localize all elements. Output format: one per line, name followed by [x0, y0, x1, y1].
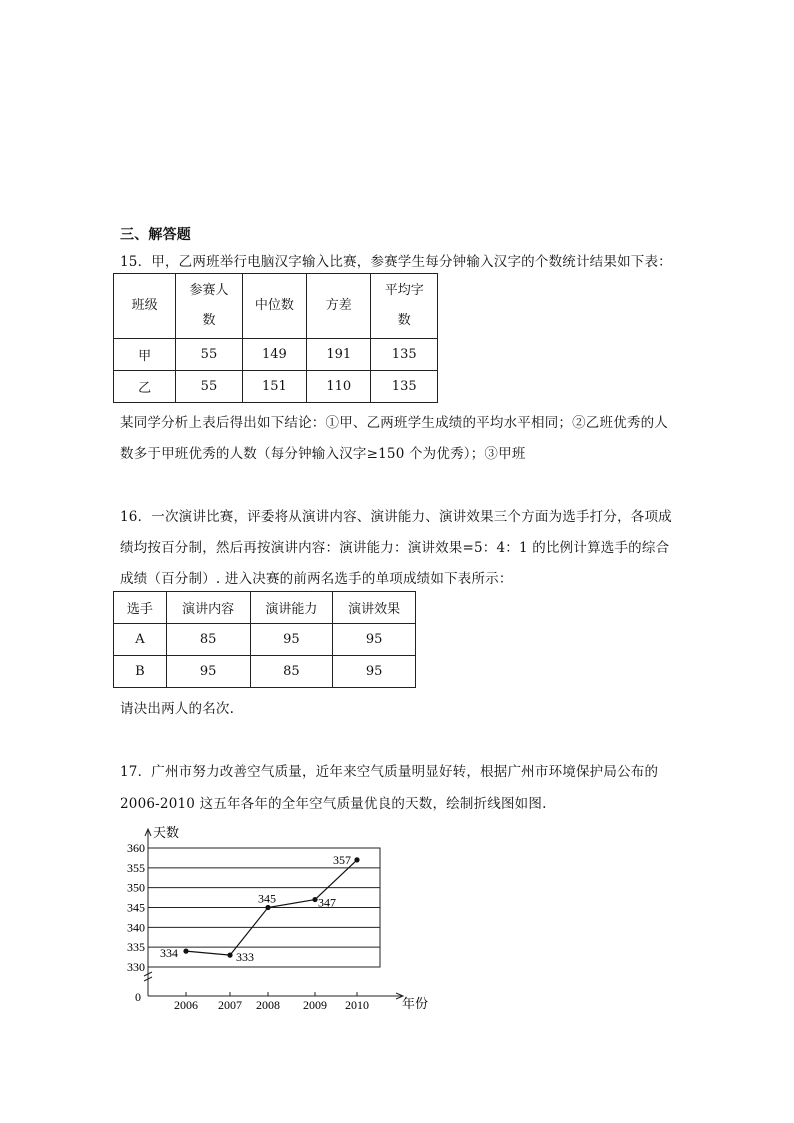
table-header-row: [114, 274, 438, 339]
table-row: [114, 339, 438, 371]
y-tick-label: 360: [127, 841, 145, 855]
table-cell: 55: [176, 339, 243, 371]
axis-origin-label: 0: [135, 990, 141, 1004]
y-tick-label: 355: [127, 860, 145, 875]
q16-line1: 16．一次演讲比赛，评委将从演讲内容、演讲能力、演讲效果三个方面为选手打分，各项成: [120, 509, 672, 525]
table-cell: 95: [166, 656, 250, 688]
data-label: 347: [318, 895, 336, 910]
q16-line3: 成绩（百分制）. 进入决赛的前两名选手的单项成绩如下表所示：: [120, 571, 513, 587]
header-cell: 选手: [114, 592, 167, 624]
data-label: 345: [258, 891, 276, 906]
data-label: 333: [236, 950, 254, 965]
table-cell: 甲: [114, 339, 176, 371]
y-tick-label: 335: [127, 940, 145, 955]
header-cell: 演讲内容: [166, 592, 250, 624]
y-tick-label: 345: [127, 900, 145, 915]
header-cell: 班级: [114, 274, 176, 339]
header-cell: 平均字数: [371, 274, 438, 339]
table-cell: 191: [307, 339, 371, 371]
y-tick-label: 340: [127, 920, 145, 935]
x-tick-label: 2009: [303, 998, 327, 1012]
table-header-row: [114, 592, 416, 624]
y-tick-label: 350: [127, 880, 145, 895]
data-point: [312, 897, 317, 902]
data-label: 357: [333, 852, 351, 867]
x-tick-label: 2010: [345, 998, 369, 1012]
q16-line2: 绩均按百分制，然后再按演讲内容：演讲能力：演讲效果=5：4：1 的比例计算选手的综合: [120, 540, 670, 556]
table-cell: A: [114, 624, 167, 656]
table-cell: 95: [333, 624, 416, 656]
q16-table: [113, 591, 416, 688]
header-cell: 方差: [307, 274, 371, 339]
q15-text-line2: 数多于甲班优秀的人数（每分钟输入汉字≥150 个为优秀）；③甲班: [120, 446, 526, 462]
q15-table: [113, 273, 438, 403]
q17-line1: 17．广州市努力改善空气质量，近年来空气质量明显好转，根据广州市环境保护局公布的: [120, 764, 659, 780]
table-cell: 135: [371, 371, 438, 403]
x-tick-label: 2006: [174, 998, 198, 1012]
table-cell: B: [114, 656, 167, 688]
q15-intro: 15．甲，乙两班举行电脑汉字输入比赛，参赛学生每分钟输入汉字的个数统计结果如下表：: [120, 254, 672, 270]
air-quality-line-chart: [110, 822, 450, 1017]
x-tick-label: 2008: [256, 998, 280, 1012]
q15-text-line1: 某同学分析上表后得出如下结论：①甲、乙两班学生成绩的平均水平相同；②乙班优秀的人: [120, 415, 668, 431]
table-row: [114, 656, 416, 688]
y-tick-label: 330: [127, 960, 145, 974]
data-point: [354, 857, 359, 862]
table-cell: 149: [242, 339, 306, 371]
header-cell: 演讲能力: [250, 592, 333, 624]
data-point: [183, 949, 188, 954]
x-tick-label: 2007: [218, 998, 242, 1012]
header-cell: 参赛人数: [176, 274, 243, 339]
table-cell: 151: [242, 371, 306, 403]
table-cell: 110: [307, 371, 371, 403]
table-row: [114, 624, 416, 656]
data-point: [265, 905, 270, 910]
table-cell: 95: [250, 624, 333, 656]
data-label: 334: [160, 946, 178, 961]
q16-question: 请决出两人的名次.: [120, 701, 235, 717]
header-cell: 中位数: [242, 274, 306, 339]
table-cell: 55: [176, 371, 243, 403]
section-title: 三、解答题: [120, 227, 191, 243]
y-axis-title: 天数: [153, 825, 180, 840]
table-cell: 85: [250, 656, 333, 688]
table-cell: 85: [166, 624, 250, 656]
x-axis-title: 年份: [402, 996, 429, 1011]
table-row: [114, 371, 438, 403]
q17-line2: 2006-2010 这五年各年的全年空气质量优良的天数，绘制折线图如图.: [120, 796, 547, 812]
table-cell: 135: [371, 339, 438, 371]
data-point: [227, 953, 232, 958]
header-cell: 演讲效果: [333, 592, 416, 624]
table-cell: 乙: [114, 371, 176, 403]
table-cell: 95: [333, 656, 416, 688]
